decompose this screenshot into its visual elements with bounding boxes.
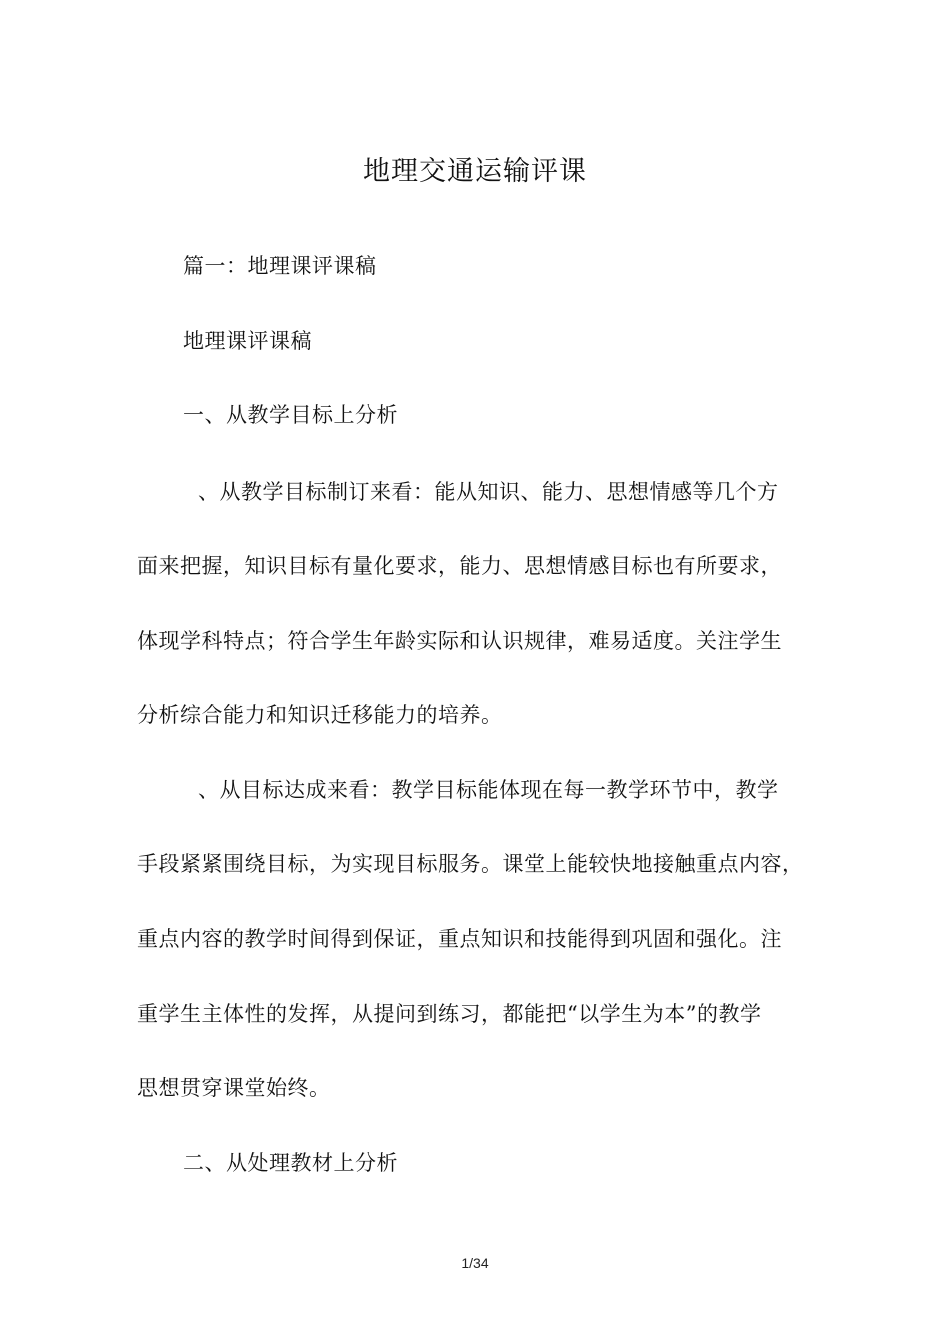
paragraph-line: 、从教学目标制订来看：能从知识、能力、思想情感等几个方 — [198, 480, 779, 504]
section-heading: 一、从教学目标上分析 — [183, 403, 398, 427]
paragraph-line: 重点内容的教学时间得到保证，重点知识和技能得到巩固和强化。注 — [137, 927, 782, 951]
paragraph-line: 分析综合能力和知识迁移能力的培养。 — [137, 703, 503, 727]
paragraph-line: 面来把握，知识目标有量化要求，能力、思想情感目标也有所要求， — [137, 554, 782, 578]
section-heading: 篇一：地理课评课稿 — [183, 254, 377, 278]
document-title: 地理交通运输评课 — [363, 156, 587, 187]
subtitle-line: 地理课评课稿 — [183, 329, 312, 353]
paragraph-line: 体现学科特点；符合学生年龄实际和认识规律，难易适度。关注学生 — [137, 629, 782, 653]
paragraph-line: 手段紧紧围绕目标，为实现目标服务。课堂上能较快地接触重点内容， — [137, 852, 804, 876]
section-heading: 二、从处理教材上分析 — [183, 1151, 398, 1175]
paragraph-line: 、从目标达成来看：教学目标能体现在每一教学环节中，教学 — [198, 778, 779, 802]
paragraph-line: 重学生主体性的发挥，从提问到练习，都能把“以学生为本”的教学 — [137, 1002, 762, 1026]
page-number: 1/34 — [461, 1255, 489, 1271]
paragraph-line: 思想贯穿课堂始终。 — [137, 1076, 331, 1100]
